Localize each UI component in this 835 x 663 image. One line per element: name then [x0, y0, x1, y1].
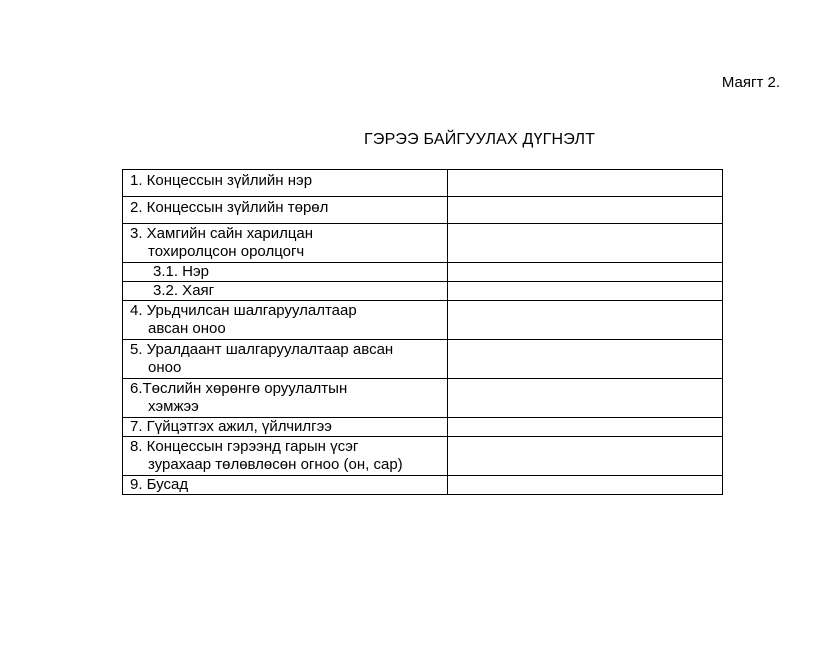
row-label-text: 2. Концессын зүйлийн төрөл: [130, 199, 329, 216]
evaluation-table: [122, 169, 723, 495]
row-value-cell[interactable]: [448, 170, 723, 197]
row-label-text: 3.1. Нэр: [153, 263, 210, 280]
annex-label: Маягт 2.: [721, 74, 780, 91]
row-label: [123, 301, 448, 340]
row-label-continuation: оноо: [148, 359, 182, 376]
table-row: [123, 340, 723, 379]
row-label-text: 3.2. Хаяг: [153, 282, 215, 299]
document-title: ГЭРЭЭ БАЙГУУЛАХ ДҮГНЭЛТ: [364, 131, 596, 148]
row-value-cell[interactable]: [448, 418, 723, 437]
table-row: [123, 170, 723, 197]
row-label-text: 4. Урьдчилсан шалгаруулалтаар: [130, 302, 357, 319]
row-label: [123, 170, 448, 197]
row-value-cell[interactable]: [448, 197, 723, 224]
row-label: [123, 437, 448, 476]
row-value-cell[interactable]: [448, 224, 723, 263]
row-label-continuation: тохиролцсон оролцогч: [148, 243, 305, 260]
table-row: [123, 224, 723, 263]
row-label: [123, 418, 448, 437]
row-label-continuation: зурахаар төлөвлөсөн огноо (он, сар): [148, 456, 403, 473]
row-label-text: 5. Уралдаант шалгаруулалтаар авсан: [130, 341, 394, 358]
row-label-continuation: хэмжээ: [148, 398, 199, 415]
table-row: [123, 282, 723, 301]
row-label-text: 6.Төслийн хөрөнгө оруулалтын: [130, 380, 348, 397]
row-value-cell[interactable]: [448, 282, 723, 301]
row-value-cell[interactable]: [448, 379, 723, 418]
table-row: [123, 418, 723, 437]
row-value-cell[interactable]: [448, 263, 723, 282]
row-label: [123, 340, 448, 379]
table-row: [123, 197, 723, 224]
row-value-cell[interactable]: [448, 437, 723, 476]
row-label-text: 8. Концессын гэрээнд гарын үсэг: [130, 438, 359, 455]
row-value-cell[interactable]: [448, 340, 723, 379]
table-row: [123, 437, 723, 476]
row-label: [123, 197, 448, 224]
row-label-text: 3. Хамгийн сайн харилцан: [130, 225, 314, 242]
row-label-text: 7. Гүйцэтгэх ажил, үйлчилгээ: [130, 418, 332, 435]
row-label: [123, 224, 448, 263]
table-row: [123, 476, 723, 495]
row-label: [123, 263, 448, 282]
row-value-cell[interactable]: [448, 301, 723, 340]
row-label-text: 9. Бусад: [130, 476, 189, 493]
row-label-text: 1. Концессын зүйлийн нэр: [130, 172, 313, 189]
table-row: [123, 379, 723, 418]
row-label: [123, 476, 448, 495]
table-row: [123, 263, 723, 282]
row-label: [123, 282, 448, 301]
row-value-cell[interactable]: [448, 476, 723, 495]
row-label: [123, 379, 448, 418]
row-label-continuation: авсан оноо: [148, 320, 226, 337]
table-row: [123, 301, 723, 340]
